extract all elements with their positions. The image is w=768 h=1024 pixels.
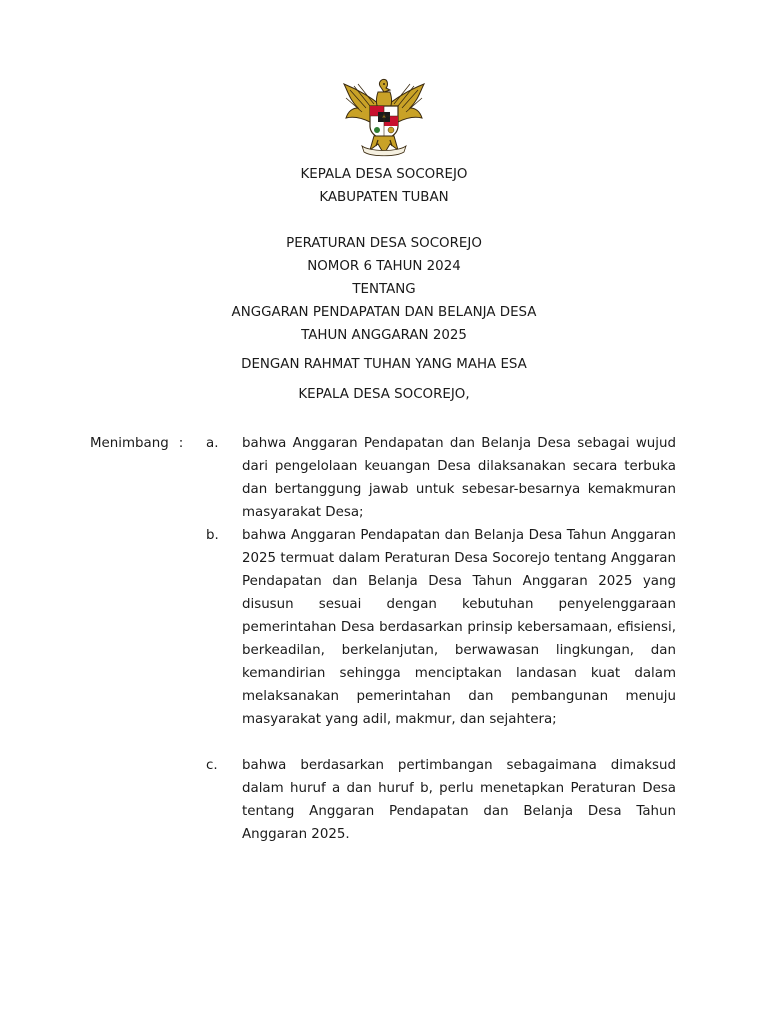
blessing-line: DENGAN RAHMAT TUHAN YANG MAHA ESA <box>241 357 527 372</box>
considering-item-a <box>206 432 676 524</box>
item-text: bahwa Anggaran Pendapatan dan Belanja Desa Tahun Anggaran 2025 termuat dalam Peraturan Desa Socorejo tentang Anggaran Pendapatan dan Belanja Desa Tahun Anggaran 2025 yang disusun sesuai dengan kebutuhan penyelenggaraan pemerintahan Desa berdasarkan prinsip kebersamaan, efisiensi, berkeadilan, berkelanjutan, berwawasan lingkungan, dan kemandirian sehingga menciptakan landasan kuat dalam melaksanakan pemerintahan dan pembangunan menuju masyarakat yang adil, makmur, dan sejahtera; <box>242 528 676 727</box>
header-line-2: KABUPATEN TUBAN <box>319 190 449 205</box>
title-line-5: TAHUN ANGGARAN 2025 <box>301 328 467 343</box>
considering-item-b <box>206 524 676 754</box>
item-text: bahwa Anggaran Pendapatan dan Belanja Desa sebagai wujud dari pengelolaan keuangan Desa dilaksanakan secara terbuka dan bertanggung jawab untuk sebesar-besarnya kemakmuran masyarakat Desa; <box>242 436 676 520</box>
header-line-1: KEPALA DESA SOCOREJO <box>300 167 468 182</box>
considering-label-row <box>90 432 183 455</box>
considering-item-c <box>206 754 676 846</box>
considering-colon: : <box>178 436 184 451</box>
item-letter: c. <box>206 758 218 773</box>
garuda-emblem-icon <box>340 78 428 158</box>
item-letter: a. <box>206 436 219 451</box>
title-line-3: TENTANG <box>352 282 416 297</box>
title-line-2: NOMOR 6 TAHUN 2024 <box>307 259 461 274</box>
item-text: bahwa berdasarkan pertimbangan sebagaimana dimaksud dalam huruf a dan huruf b, perlu menetapkan Peraturan Desa tentang Anggaran Pendapatan dan Belanja Desa Tahun Anggaran 2025. <box>242 758 676 842</box>
title-line-4: ANGGARAN PENDAPATAN DAN BELANJA DESA <box>231 305 537 320</box>
title-line-1: PERATURAN DESA SOCOREJO <box>286 236 482 251</box>
authority-line: KEPALA DESA SOCOREJO, <box>298 387 470 402</box>
item-letter: b. <box>206 528 219 543</box>
considering-label: Menimbang <box>90 436 169 451</box>
